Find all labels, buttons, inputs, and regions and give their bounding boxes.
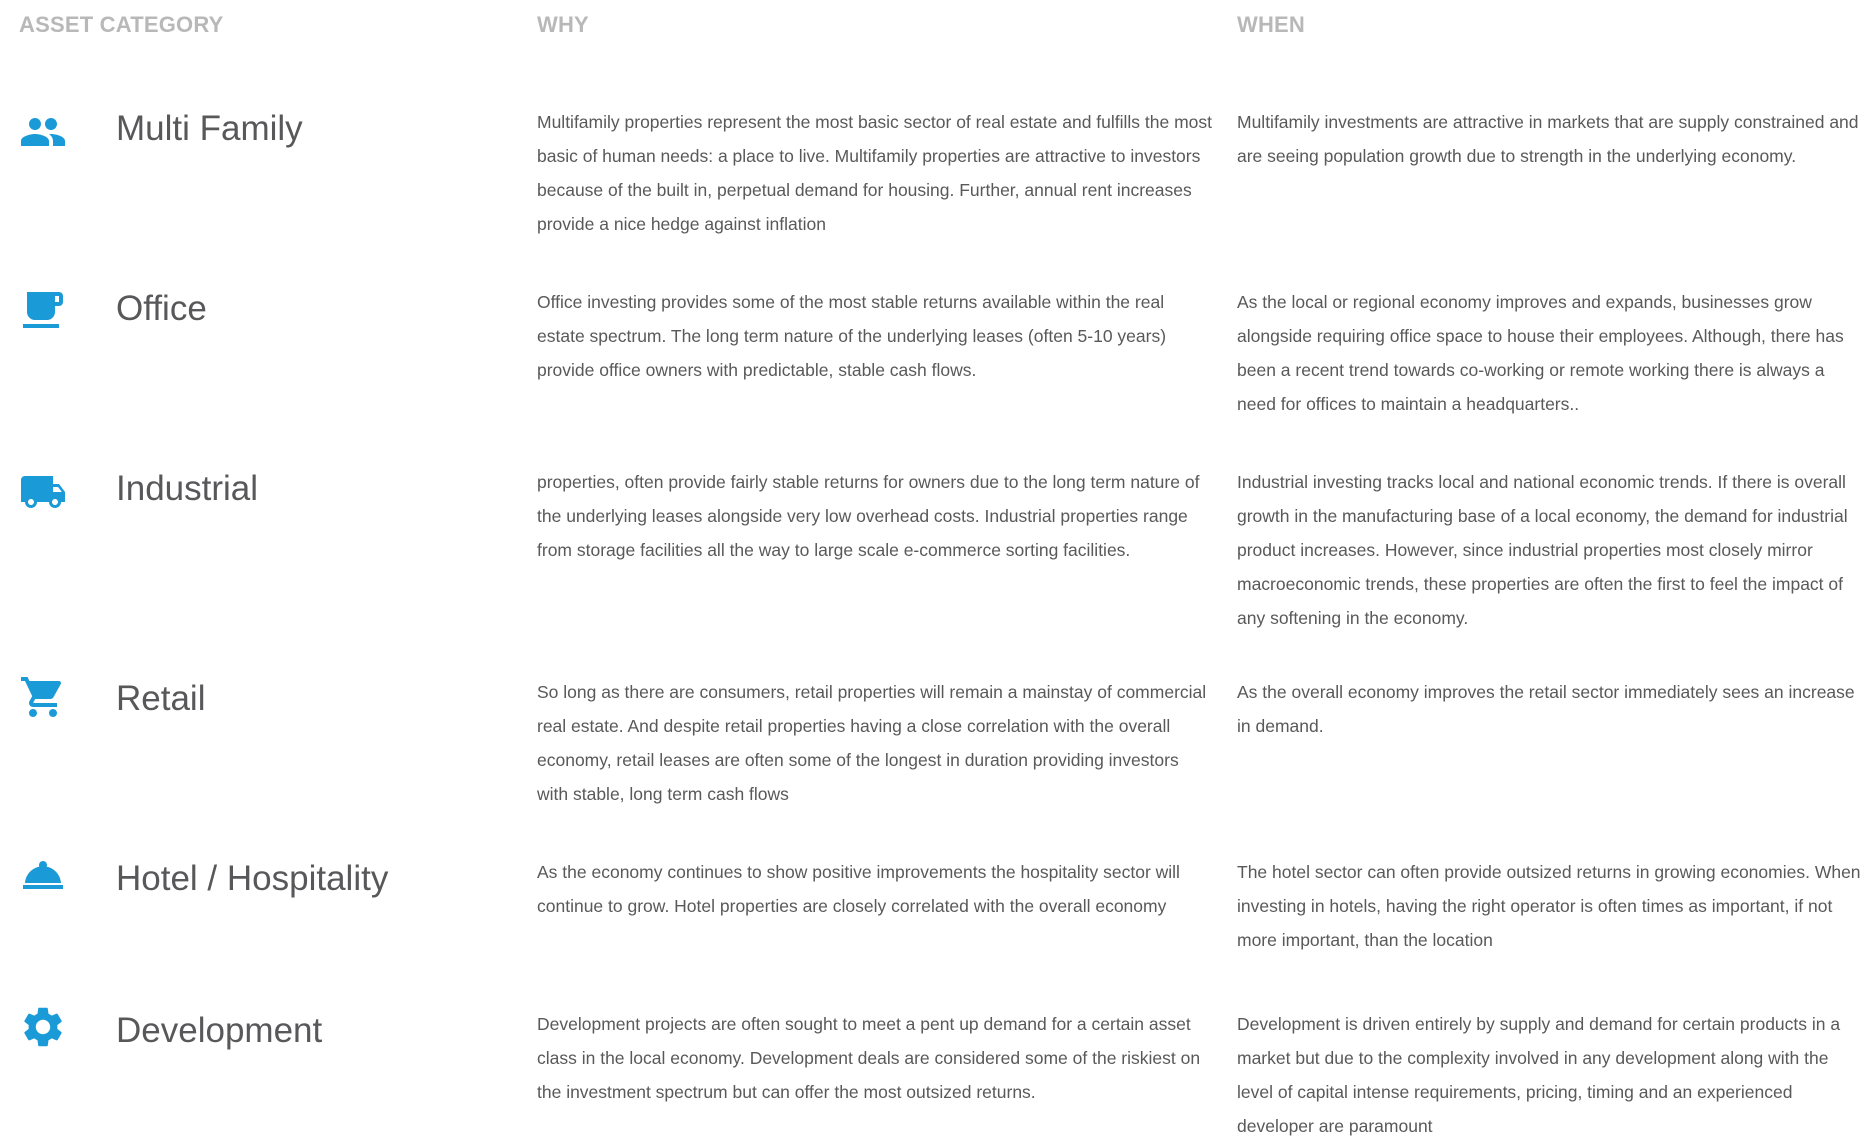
why-text: So long as there are consumers, retail properties will remain a mainstay of commercial real estate. And despite retail properties having a close correlation with the overall economy, retail leases are often some of the longest in duration providing investors with stable, long term cash flows bbox=[537, 682, 1207, 804]
header-why: WHY bbox=[537, 12, 589, 37]
when-text: Industrial investing tracks local and national economic trends. If there is overall growth in the manufacturing base of a local economy, the demand for industrial product increases. However, since industrial properties most closely mirror macroeconomic trends, these properties are often the first to feel the impact of any softening in the economy. bbox=[1237, 472, 1848, 628]
header-asset-category: ASSET CATEGORY bbox=[19, 12, 224, 37]
category-name: Retail bbox=[116, 679, 206, 718]
people-icon bbox=[19, 108, 67, 156]
truck-icon bbox=[19, 468, 67, 516]
when-text: As the local or regional economy improves and expands, businesses grow alongside requiring office space to house their employees. Although, there has been a recent trend towards co-working or remote working there is always a need for offices to maintain a headquarters.. bbox=[1237, 292, 1844, 414]
category-name: Development bbox=[116, 1011, 323, 1050]
when-text: The hotel sector can often provide outsized returns in growing economies. When investing in hotels, having the right operator is often times as important, if not more important, than the location bbox=[1237, 862, 1861, 950]
when-text: Multifamily investments are attractive in markets that are supply constrained and are seeing population growth due to strength in the underlying economy. bbox=[1237, 112, 1859, 166]
shopping-cart-icon bbox=[19, 673, 67, 721]
category-name: Multi Family bbox=[116, 109, 303, 148]
coffee-cup-icon bbox=[19, 286, 67, 334]
when-text: Development is driven entirely by supply and demand for certain products in a market but due to the complexity involved in any development along with the level of capital intense requirements, pricing, timing and an experienced developer are paramount bbox=[1237, 1014, 1841, 1136]
category-name: Industrial bbox=[116, 469, 259, 508]
table-header bbox=[0, 0, 1866, 50]
why-text: Office investing provides some of the most stable returns available within the real estate spectrum. The long term nature of the underlying leases (often 5-10 years) provide office owners with predictable, stable cash flows. bbox=[537, 292, 1167, 380]
why-text: Development projects are often sought to meet a pent up demand for a certain asset class in the local economy. Development deals are considered some of the riskiest on the investment spectrum but can offer the most outsized returns. bbox=[537, 1014, 1201, 1102]
category-name: Hotel / Hospitality bbox=[116, 859, 389, 898]
when-text: As the overall economy improves the retail sector immediately sees an increase in demand. bbox=[1237, 682, 1855, 736]
why-text: Multifamily properties represent the most basic sector of real estate and fulfills the most basic of human needs: a place to live. Multifamily properties are attractive to investors because of the built in, perpetual demand for housing. Further, annual rent increases provide a nice hedge against inflation bbox=[537, 112, 1213, 234]
why-text: As the economy continues to show positive improvements the hospitality sector will continue to grow. Hotel properties are closely correlated with the overall economy bbox=[537, 862, 1180, 916]
why-text: properties, often provide fairly stable returns for owners due to the long term nature of the underlying leases alongside very low overhead costs. Industrial properties range from storage facilities all the way to large scale e-commerce sorting facilities. bbox=[537, 472, 1200, 560]
category-name: Office bbox=[116, 289, 207, 328]
header-when: WHEN bbox=[1237, 12, 1306, 37]
gear-icon bbox=[19, 1003, 67, 1051]
room-service-bell-icon bbox=[19, 851, 67, 899]
